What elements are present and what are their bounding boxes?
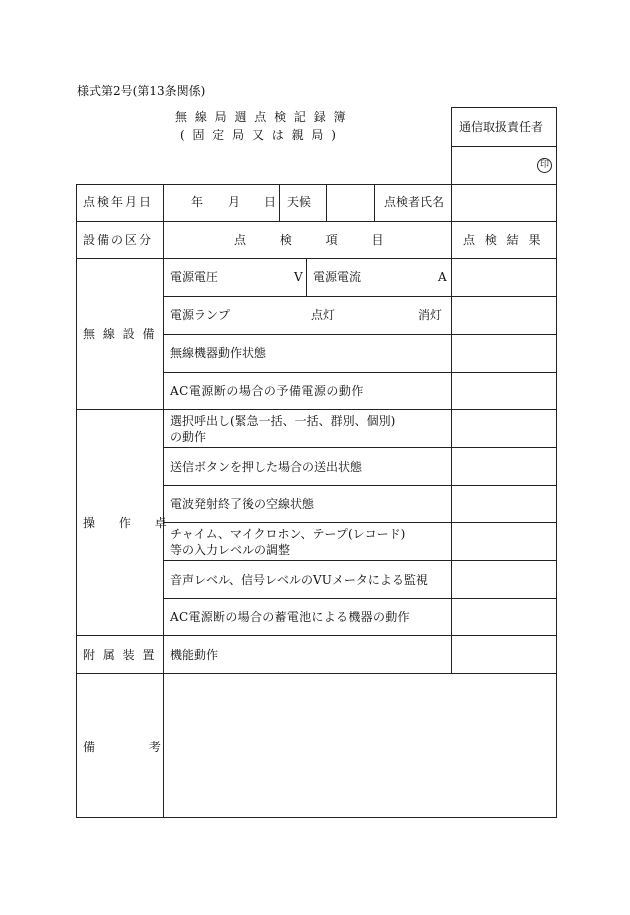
result-cell-status[interactable] bbox=[452, 335, 556, 372]
send-button-label: 送信ボタンを押した場合の送出状態 bbox=[170, 460, 363, 474]
lamp-off-label: 消灯 bbox=[418, 308, 443, 322]
officer-box-right bbox=[556, 107, 557, 184]
radio-equipment-label: 無 線 設 備 bbox=[83, 327, 155, 341]
category-header: 設備の区分 bbox=[83, 233, 154, 247]
result-cell-lamp[interactable] bbox=[452, 297, 556, 334]
accessory-label: 附 属 装 置 bbox=[83, 648, 155, 662]
result-cell-selective-call[interactable] bbox=[452, 410, 556, 447]
table-bottom-line bbox=[76, 817, 557, 818]
result-cell-battery[interactable] bbox=[452, 599, 556, 635]
officer-header: 通信取扱責任者 bbox=[459, 120, 544, 134]
input-level-line2: 等の入力レベルの調整 bbox=[170, 543, 291, 557]
voltage-current-divider bbox=[306, 258, 307, 296]
items-header: 点 検 項 目 bbox=[234, 233, 384, 247]
officer-box-top bbox=[451, 107, 557, 108]
idle-line-label: 電波発射終了後の空線状態 bbox=[170, 497, 315, 511]
voltage-label: 電源電圧 bbox=[170, 270, 219, 284]
result-cell-voltage[interactable] bbox=[452, 259, 556, 296]
current-label: 電源電流 bbox=[313, 270, 362, 284]
table-right-line bbox=[556, 184, 557, 818]
remarks-label: 備 考 bbox=[83, 740, 161, 754]
line-after-date bbox=[76, 221, 557, 222]
seal-icon: 印 bbox=[537, 158, 552, 173]
weather-field[interactable] bbox=[327, 185, 374, 221]
inspector-name-field[interactable] bbox=[452, 185, 556, 221]
backup-power-label: AC電源断の場合の予備電源の動作 bbox=[170, 384, 364, 398]
result-cell-backup[interactable] bbox=[452, 373, 556, 409]
result-header: 点 検 結 果 bbox=[463, 233, 541, 247]
result-cell-idle[interactable] bbox=[452, 486, 556, 522]
battery-label: AC電源断の場合の蓄電池による機器の動作 bbox=[170, 610, 410, 624]
inspector-divider bbox=[374, 184, 375, 222]
result-cell-vu[interactable] bbox=[452, 561, 556, 598]
officer-signature-field[interactable] bbox=[452, 147, 556, 184]
date-label: 点検年月日 bbox=[83, 195, 154, 209]
form-subtitle: ( 固 定 局 又 は 親 局 ) bbox=[180, 128, 338, 142]
accessory-item: 機能動作 bbox=[170, 648, 219, 662]
result-cell-input-level[interactable] bbox=[452, 523, 556, 560]
current-unit: A bbox=[438, 270, 447, 284]
device-status-label: 無線機器動作状態 bbox=[170, 346, 267, 360]
voltage-unit: V bbox=[294, 270, 303, 284]
selective-call-line1: 選択呼出し(緊急一括、一括、群別、個別) bbox=[170, 414, 396, 428]
result-cell-send[interactable] bbox=[452, 448, 556, 485]
console-label: 操 作 卓 bbox=[83, 516, 167, 530]
table-left-line bbox=[76, 184, 77, 818]
inspector-label: 点検者氏名 bbox=[384, 195, 445, 209]
lamp-on-label: 点灯 bbox=[311, 308, 336, 322]
form-title: 無 線 局 週 点 検 記 録 簿 bbox=[175, 110, 348, 124]
month-label: 月 bbox=[228, 195, 241, 209]
year-label: 年 bbox=[191, 195, 204, 209]
weather-label: 天候 bbox=[287, 195, 312, 209]
selective-call-line2: の動作 bbox=[170, 430, 207, 444]
input-level-line1: チャイム、マイクロホン、テープ(レコード) bbox=[170, 527, 406, 541]
result-cell-accessory[interactable] bbox=[452, 636, 556, 673]
date-weather-divider bbox=[279, 184, 280, 222]
vu-meter-label: 音声レベル、信号レベルのVUメータによる監視 bbox=[170, 573, 428, 587]
lamp-label: 電源ランプ bbox=[170, 308, 231, 322]
remarks-field[interactable] bbox=[164, 674, 556, 817]
form-number: 様式第2号(第13条関係) bbox=[77, 84, 206, 98]
day-label: 日 bbox=[264, 195, 277, 209]
